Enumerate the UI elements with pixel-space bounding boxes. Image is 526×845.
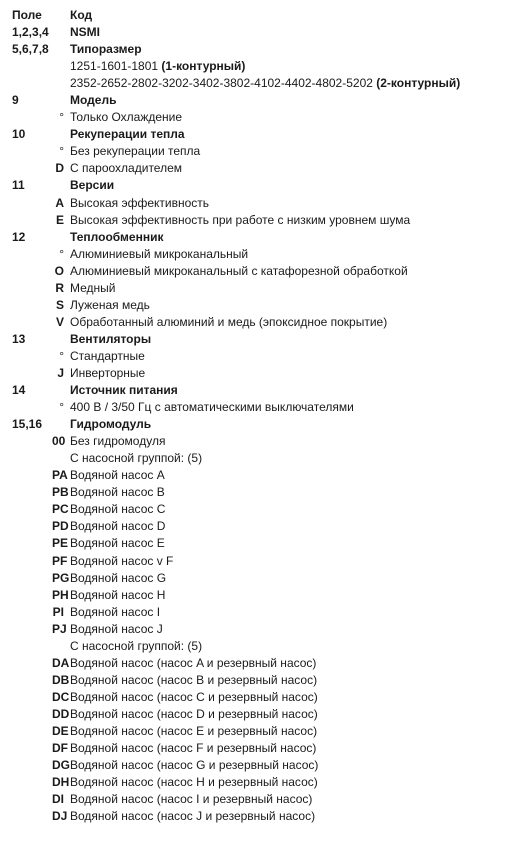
option-code: DD: [52, 706, 70, 721]
option-code: PJ: [52, 621, 67, 636]
table-header: [0, 7, 526, 24]
table-row: [0, 484, 526, 501]
description-text: С пароохладителем: [70, 161, 183, 176]
section-title: [70, 416, 526, 433]
description-text: Рекуперации тепла: [70, 127, 185, 142]
description-text: Луженая медь: [70, 297, 150, 312]
description-text: Водяной насос (насос D и резервный насос): [70, 706, 318, 721]
section-title: [70, 331, 526, 348]
field-number: 11: [12, 178, 25, 193]
option-description: [70, 348, 526, 365]
description-text: Водяной насос A: [70, 468, 165, 483]
option-description: [70, 553, 526, 570]
option-description: [70, 109, 526, 126]
option-code: DB: [52, 672, 70, 687]
option-code: DE: [52, 723, 69, 738]
description-text: Водяной насос C: [70, 502, 166, 517]
description-text: Без гидромодуля: [70, 434, 166, 449]
table-row: [0, 808, 526, 825]
table-row: [0, 263, 526, 280]
option-code: PF: [52, 553, 68, 568]
description-text: 1251-1601-1801: [70, 59, 162, 74]
description-text: Высокая эффективность при работе с низким уровнем шума: [70, 212, 411, 227]
table-row: [0, 314, 526, 331]
option-code: O: [54, 263, 64, 278]
field-number: 10: [12, 127, 26, 142]
table-row: [0, 58, 526, 75]
table-row: [0, 143, 526, 160]
description-text: Водяной насос (насос I и резервный насос): [70, 792, 313, 807]
option-description: [70, 501, 526, 518]
description-text: Водяной насос (насос J и резервный насос): [70, 809, 316, 824]
default-option-marker: °: [59, 246, 64, 261]
description-text: Водяной насос (насос C и резервный насос): [70, 689, 318, 704]
option-description: [70, 740, 526, 757]
option-code: DG: [52, 758, 70, 773]
option-description: [70, 467, 526, 484]
option-code: DA: [52, 655, 70, 670]
table-row: [0, 75, 526, 92]
table-row: [0, 246, 526, 263]
section-heading-row: [0, 126, 526, 143]
section-heading-row: [0, 24, 526, 41]
table-row: [0, 689, 526, 706]
description-text: Модель: [70, 93, 117, 108]
section-heading-row: [0, 382, 526, 399]
option-description: [70, 246, 526, 263]
table-body: [0, 24, 526, 825]
field-number: 9: [12, 93, 19, 108]
field-number: 5,6,7,8: [12, 42, 49, 57]
option-code: DJ: [52, 809, 68, 824]
option-description: [70, 518, 526, 535]
option-description: [70, 263, 526, 280]
option-description: [70, 621, 526, 638]
option-code: PE: [52, 536, 69, 551]
description-text: Алюминиевый микроканальный с катафорезной обработкой: [70, 263, 408, 278]
description-text: Типоразмер: [70, 42, 142, 57]
section-title: [70, 177, 526, 194]
option-description: [70, 297, 526, 314]
description-text: Водяной насос D: [70, 519, 166, 534]
description-text: Источник питания: [70, 383, 178, 398]
description-text: NSMI: [70, 25, 100, 40]
table-row: [0, 757, 526, 774]
option-code: PG: [52, 570, 70, 585]
option-code: 00: [52, 434, 66, 449]
table-row: [0, 365, 526, 382]
section-heading-row: [0, 41, 526, 58]
section-heading-row: [0, 331, 526, 348]
table-row: [0, 518, 526, 535]
option-description: [70, 484, 526, 501]
circuit-type-label: (1-контурный): [161, 59, 246, 74]
description-text: Инверторные: [70, 365, 146, 380]
option-code: S: [55, 297, 64, 312]
option-code: PB: [52, 485, 69, 500]
description-text: Водяной насос (насос F и резервный насос): [70, 741, 317, 756]
section-heading-row: [0, 416, 526, 433]
table-row: [0, 195, 526, 212]
description-text: Стандартные: [70, 348, 145, 363]
description-text: С насосной группой: (5): [70, 451, 203, 466]
description-text: Водяной насос (насос A и резервный насос): [70, 655, 317, 670]
option-code: A: [55, 195, 64, 210]
option-description: [70, 195, 526, 212]
option-description: [70, 808, 526, 825]
table-row: [0, 467, 526, 484]
option-description: [70, 723, 526, 740]
section-title: [70, 24, 526, 41]
description-text: Обработанный алюминий и медь (эпоксидное покрытие): [70, 314, 388, 329]
table-row: [0, 433, 526, 450]
section-title: [70, 92, 526, 109]
description-text: 2352-2652-2802-3202-3402-3802-4102-4402-4802-5202: [70, 76, 377, 91]
description-text: Вентиляторы: [70, 331, 152, 346]
description-text: Водяной насос v F: [70, 553, 174, 568]
description-text: Водяной насос (насос E и резервный насос): [70, 723, 318, 738]
table-row: [0, 740, 526, 757]
column-header-code: Код: [70, 8, 93, 22]
option-description: [70, 587, 526, 604]
column-header-field: Поле: [12, 8, 42, 22]
table-row: [0, 399, 526, 416]
table-row: [0, 535, 526, 552]
table-row: [0, 501, 526, 518]
section-title: [70, 382, 526, 399]
description-text: Водяной насос B: [70, 485, 165, 500]
section-title: [70, 41, 526, 58]
option-description: [70, 433, 526, 450]
field-number: 12: [12, 229, 26, 244]
table-row: [0, 604, 526, 621]
option-code: R: [55, 280, 64, 295]
option-description: [70, 450, 526, 467]
table-row: [0, 553, 526, 570]
option-code: PD: [52, 519, 69, 534]
description-text: Водяной насос (насос G и резервный насос): [70, 758, 319, 773]
option-code: DH: [52, 775, 70, 790]
table-row: [0, 280, 526, 297]
description-text: Водяной насос E: [70, 536, 165, 551]
table-row: [0, 109, 526, 126]
option-code: D: [55, 161, 64, 176]
option-description: [70, 689, 526, 706]
description-text: С насосной группой: (5): [70, 638, 203, 653]
description-text: Водяной насос I: [70, 604, 161, 619]
description-text: Гидромодуль: [70, 417, 152, 432]
option-description: [70, 399, 526, 416]
section-title: [70, 126, 526, 143]
table-row: [0, 212, 526, 229]
option-description: [70, 672, 526, 689]
option-code: PA: [52, 468, 68, 483]
table-row: [0, 297, 526, 314]
option-description: [70, 604, 526, 621]
field-number: 15,16: [12, 417, 43, 432]
option-code: V: [55, 314, 64, 329]
option-description: [70, 58, 526, 75]
field-number: 14: [12, 383, 26, 398]
default-option-marker: °: [59, 348, 64, 363]
table-row: [0, 450, 526, 467]
table-row: [0, 655, 526, 672]
table-row: [0, 706, 526, 723]
option-code: PC: [52, 502, 69, 517]
option-description: [70, 365, 526, 382]
description-text: Без рекуперации тепла: [70, 144, 201, 159]
table-row: [0, 160, 526, 177]
option-description: [70, 212, 526, 229]
option-code: PI: [52, 604, 64, 619]
table-row: [0, 587, 526, 604]
table-row: [0, 723, 526, 740]
table-row: [0, 348, 526, 365]
option-description: [70, 314, 526, 331]
description-text: Водяной насос J: [70, 621, 163, 636]
field-number: 13: [12, 331, 26, 346]
table-row: [0, 791, 526, 808]
description-text: Высокая эффективность: [70, 195, 210, 210]
option-code: PH: [52, 587, 69, 602]
option-code: DC: [52, 689, 70, 704]
description-text: Медный: [70, 280, 116, 295]
table-row: [0, 621, 526, 638]
description-text: 400 В / 3/50 Гц с автоматическими выключателями: [70, 400, 354, 415]
description-text: Водяной насос H: [70, 587, 166, 602]
option-code: DI: [52, 792, 64, 807]
option-description: [70, 143, 526, 160]
section-heading-row: [0, 177, 526, 194]
option-description: [70, 706, 526, 723]
option-code: DF: [52, 741, 68, 756]
description-text: Водяной насос (насос H и резервный насос): [70, 775, 318, 790]
field-number: 1,2,3,4: [12, 25, 49, 40]
section-title: [70, 229, 526, 246]
circuit-type-label: (2-контурный): [376, 76, 461, 91]
table-row: [0, 570, 526, 587]
option-description: [70, 791, 526, 808]
option-description: [70, 535, 526, 552]
option-description: [70, 774, 526, 791]
description-text: Только Охлаждение: [70, 110, 183, 125]
option-description: [70, 280, 526, 297]
description-text: Версии: [70, 178, 115, 193]
option-description: [70, 160, 526, 177]
description-text: Алюминиевый микроканальный: [70, 246, 249, 261]
table-row: [0, 774, 526, 791]
option-description: [70, 757, 526, 774]
table-row: [0, 672, 526, 689]
option-code: J: [57, 365, 64, 380]
default-option-marker: °: [59, 110, 64, 125]
option-description: [70, 655, 526, 672]
table-row: [0, 638, 526, 655]
default-option-marker: °: [59, 144, 64, 159]
section-heading-row: [0, 229, 526, 246]
description-text: Водяной насос G: [70, 570, 167, 585]
description-text: Водяной насос (насос B и резервный насос): [70, 672, 318, 687]
option-description: [70, 638, 526, 655]
default-option-marker: °: [59, 400, 64, 415]
description-text: Теплообменник: [70, 229, 164, 244]
option-code: E: [55, 212, 64, 227]
option-description: [70, 570, 526, 587]
section-heading-row: [0, 92, 526, 109]
option-description: [70, 75, 526, 92]
